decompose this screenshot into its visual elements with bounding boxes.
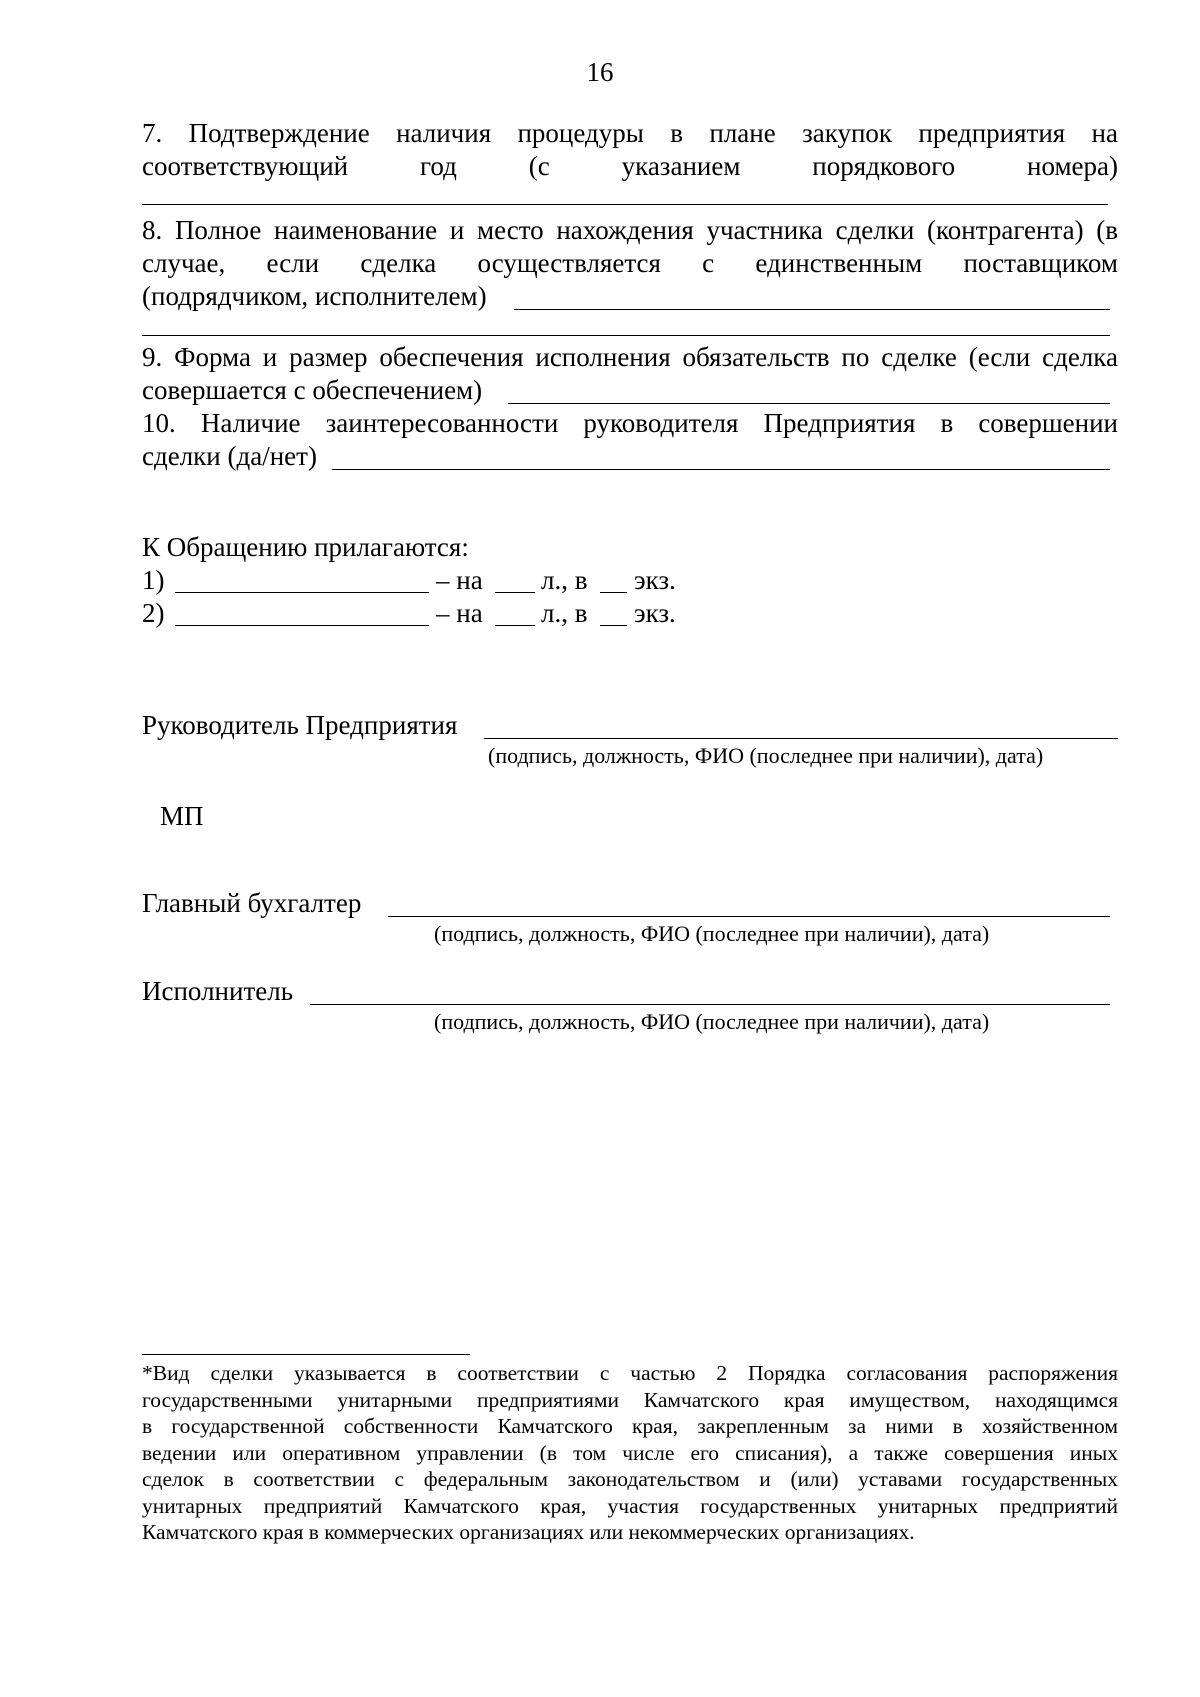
item7-line1: 7. Подтверждение наличия процедуры в плане закупок предприятия на <box>142 118 1118 148</box>
attachment-item-1 <box>142 564 165 597</box>
stamp-label: МП <box>160 801 204 831</box>
footnote-line: в государственной собственности Камчатского края, закрепленным за ними в хозяйственном <box>142 1414 1118 1438</box>
accountant-signature-line[interactable] <box>388 916 1110 917</box>
item8-line1: 8. Полное наименование и место нахождения участника сделки (контрагента) (в <box>142 215 1118 245</box>
attachment-2-copies-label: экз. <box>634 598 676 628</box>
page-number: 16 <box>586 57 614 87</box>
item7-fill-line[interactable] <box>142 204 1108 205</box>
attachment-2-copies-line[interactable] <box>600 625 627 626</box>
item9-line1: 9. Форма и размер обеспечения исполнения обязательств по сделке (если сделка <box>142 342 1118 372</box>
executor-signature-line[interactable] <box>310 1004 1110 1005</box>
accountant-signature-caption: (подпись, должность, ФИО (последнее при наличии), дата) <box>434 921 990 946</box>
attachment-1-copies-label: экз. <box>634 565 676 595</box>
footnote <box>142 1360 1118 1546</box>
item7-line2: соответствующий год (с указанием порядкового номера) <box>142 151 1118 181</box>
footnote-line: *Вид сделки указывается в соответствии с частью 2 Порядка согласования распоряжения <box>142 1361 1118 1385</box>
head-signature-label: Руководитель Предприятия <box>142 710 458 740</box>
footnote-line: унитарных предприятий Камчатского края, участия государственных унитарных предприятий <box>142 1493 1118 1518</box>
footnote-line: государственными унитарными предприятиями Камчатского края имуществом, находящимся <box>142 1387 1118 1412</box>
attachment-2-na: – на <box>436 598 483 628</box>
accountant-signature-label: Главный бухгалтер <box>142 888 362 918</box>
attachment-number: 1) <box>142 565 165 595</box>
footnote-line: сделок в соответствии с федеральным законодательством и (или) уставами государственных <box>142 1467 1118 1491</box>
attachment-2-sheets-line[interactable] <box>495 625 535 626</box>
attachment-1-sheets-line[interactable] <box>495 592 535 593</box>
attachment-item-2 <box>142 597 165 630</box>
footnote-separator <box>142 1354 470 1355</box>
item8-line2: случае, если сделка осуществляется с единственным поставщиком <box>142 248 1118 278</box>
item10-fill-line[interactable] <box>332 469 1110 470</box>
item8-line3: (подрядчиком, исполнителем) <box>142 281 487 311</box>
executor-signature-caption: (подпись, должность, ФИО (последнее при наличии), дата) <box>434 1009 990 1034</box>
item9-line2: совершается с обеспечением) <box>142 375 483 405</box>
head-signature-line[interactable] <box>484 738 1118 739</box>
attachment-2-name-line[interactable] <box>175 625 429 626</box>
attachments-heading: К Обращению прилагаются: <box>142 532 469 562</box>
footnote-line: Камчатского края в коммерческих организациях или некоммерческих организациях. <box>142 1520 915 1544</box>
item8-fill-line-2[interactable] <box>142 335 1110 336</box>
attachment-1-sheets-label: л., в <box>541 565 588 595</box>
item9-fill-line[interactable] <box>508 403 1110 404</box>
attachment-1-name-line[interactable] <box>175 592 429 593</box>
executor-signature-label: Исполнитель <box>142 976 294 1006</box>
attachment-1-copies-line[interactable] <box>600 592 627 593</box>
item8-fill-line-1[interactable] <box>514 309 1110 310</box>
attachment-number: 2) <box>142 598 165 628</box>
item10-line1: 10. Наличие заинтересованности руководителя Предприятия в совершении <box>142 408 1118 438</box>
item10-line2: сделки (да/нет) <box>142 441 317 471</box>
head-signature-caption: (подпись, должность, ФИО (последнее при наличии), дата) <box>488 743 1044 768</box>
attachment-1-na: – на <box>436 565 483 595</box>
attachment-2-sheets-label: л., в <box>541 598 588 628</box>
footnote-line: ведении или оперативном управлении (в том числе его списания), а также совершения иных <box>142 1440 1118 1465</box>
